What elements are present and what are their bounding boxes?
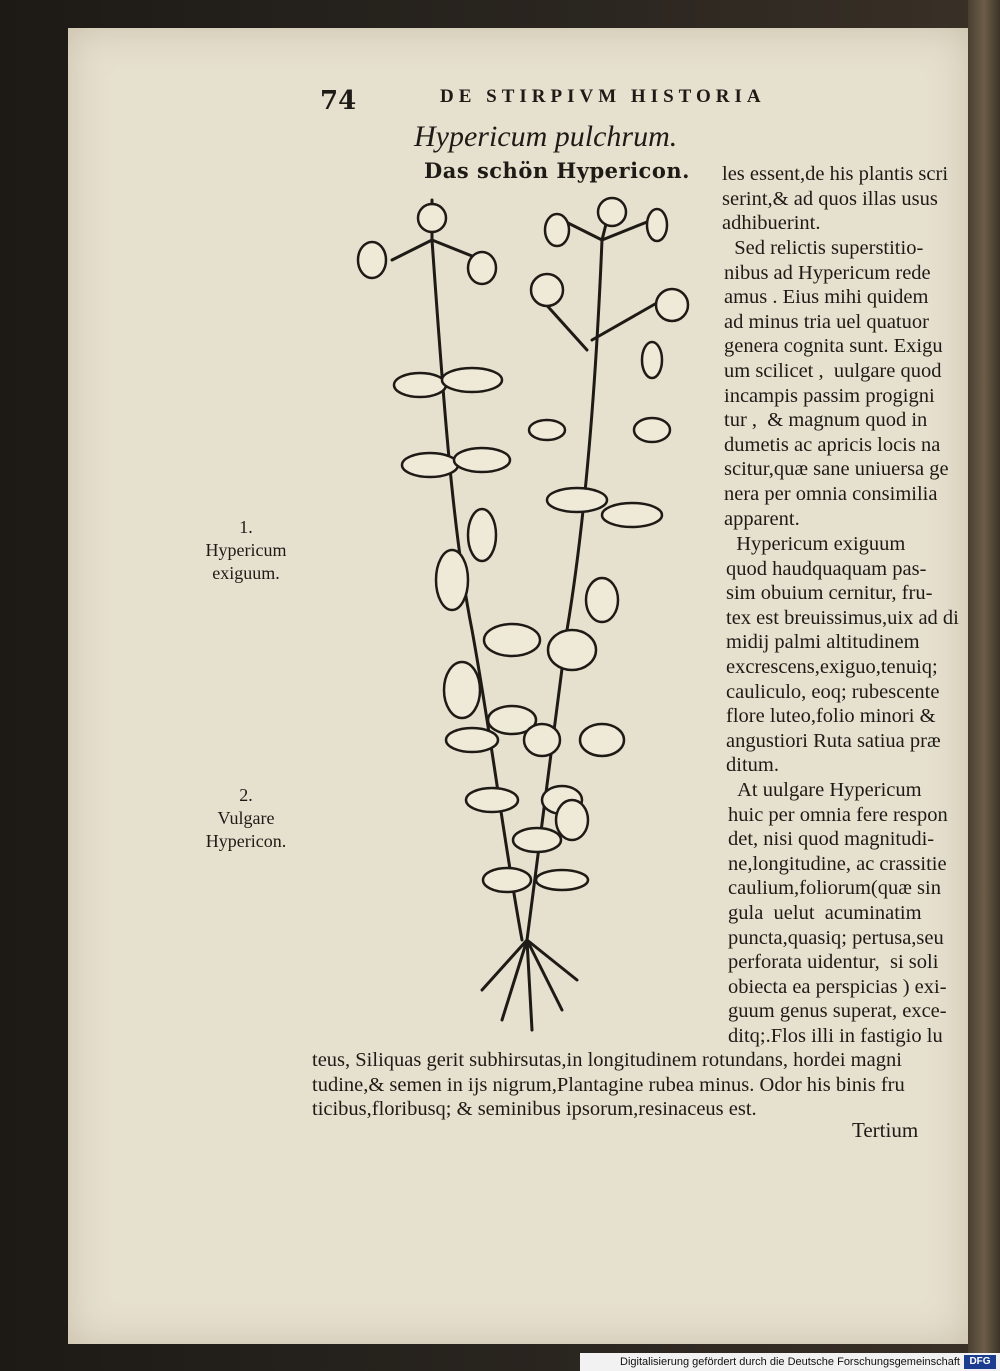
- text-exiguum-paragraph: Hypericum exiguum quod haudquaquam pas- sim obuium cernitur, fru- tex est breuissimus,uix ad di midij palmi altitudinem excrescens,exiguo,tenuiq; cauliculo, eoq; rubescente flore luteo,folio minori & angustiori Ruta satiua præ ditum.: [726, 533, 959, 777]
- plant-subtitle: Das schön Hypericon.: [424, 158, 690, 183]
- digitization-credit: Digitalisierung gefördert durch die Deutsche Forschungsgemeinschaft: [580, 1353, 1000, 1371]
- margin-note-label: exiguum.: [212, 563, 280, 583]
- margin-note-exiguum: [196, 516, 296, 585]
- text-top-right: les essent,de his plantis scri serint,& ad quos illas usus adhibuerint.: [722, 163, 949, 235]
- margin-note-number: 2.: [239, 785, 253, 805]
- book-edge: [968, 0, 1000, 1371]
- margin-note-number: 1.: [239, 517, 253, 537]
- text-vulgare-paragraph: At uulgare Hypericum huic per omnia fere respon det, nisi quod magnitudi- ne,longitudine, ac crassitie caulium,foliorum(quæ sin gula uelut acuminatim puncta,quasiq; pertusa,seu perforata uidentur, si soli obiecta ea perspicias ) exi- guum genus superat, exce- ditq;.Flos illi in fastigio lu: [728, 779, 948, 1047]
- plant-title: Hypericum pulchrum.: [414, 120, 678, 153]
- catchword: Tertium: [852, 1118, 919, 1142]
- text-main-paragraph: Sed relictis superstitio- nibus ad Hypericum rede amus . Eius mihi quidem ad minus tria uel quatuor genera cognita sunt. Exigu um scilicet , uulgare quod incampis passim progigni tur , & magnum quod in dumetis ac apricis locis na scitur,quæ sane uniuersa ge nera per omnia consimilia apparent.: [724, 237, 949, 530]
- plant-woodcut-illustration: [332, 180, 692, 1040]
- dfg-logo: DFG: [964, 1355, 996, 1369]
- margin-note-vulgare: [196, 784, 296, 853]
- page-number: 74: [320, 86, 357, 116]
- margin-note-label: Hypericon.: [205, 831, 287, 851]
- running-head: DE STIRPIVM HISTORIA: [440, 86, 766, 107]
- text-bottom-paragraph: teus, Siliquas gerit subhirsutas,in longitudinem rotundans, hordei magni tudine,& semen in ijs nigrum,Plantagine rubea minus. Odor his binis fru ticibus,floribusq; & seminibus ipsorum,resinaceus est.: [312, 1049, 905, 1121]
- margin-note-label: Vulgare: [217, 808, 275, 828]
- margin-note-label: Hypericum: [205, 540, 287, 560]
